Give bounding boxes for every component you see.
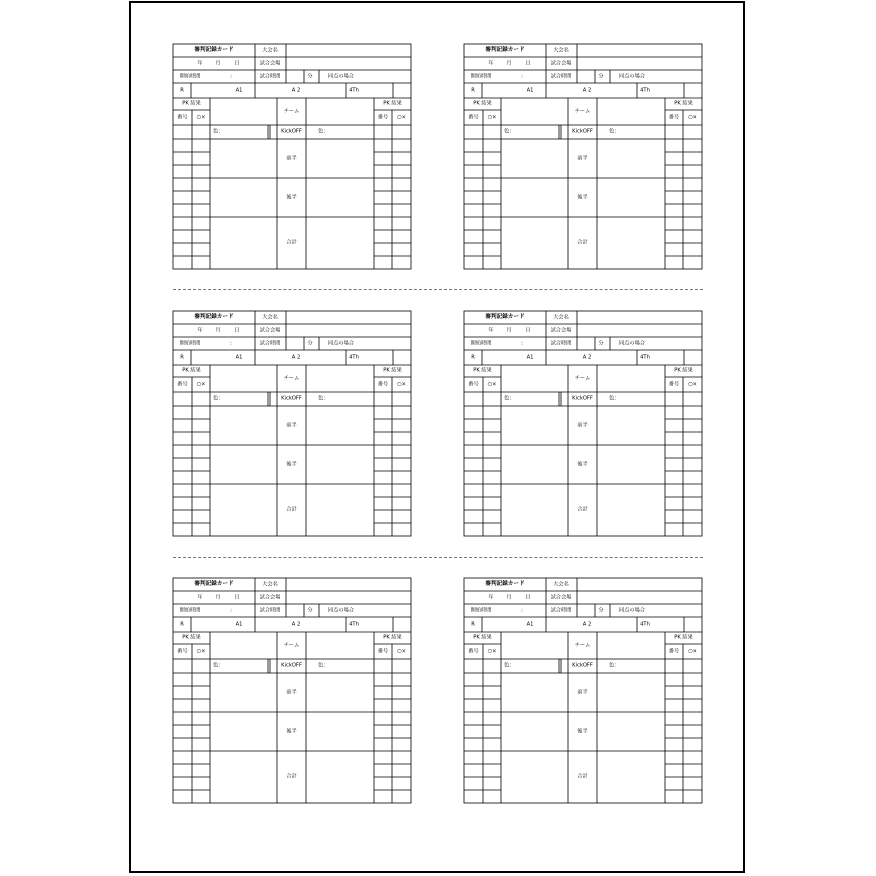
month-label: 月 [506,59,512,66]
minutes-label: 分 [307,72,313,79]
month-label: 月 [215,593,221,600]
minutes-label: 分 [598,72,604,79]
pk-result-left-label: PK 結果 [473,100,492,107]
referee-record-card-3 [173,311,411,537]
card-title: 審判記録カード [485,46,525,53]
day-label: 日 [234,326,240,333]
total-label: 合計 [577,773,588,780]
a1-label: A1 [526,353,534,360]
tie-case-label: 同点の場合 [619,72,645,79]
a2-label: A 2 [291,86,301,93]
day-label: 日 [234,59,240,66]
referee-record-card-2 [464,44,702,270]
start-time-colon: : [230,606,232,613]
first-half-label: 前半 [577,154,588,161]
team-label: チーム [283,374,300,381]
kickoff-label: KickOFF [281,128,302,135]
team-label: チーム [574,374,591,381]
color-left-label: 色： [504,662,515,669]
total-label: 合計 [286,239,297,246]
total-label: 合計 [286,506,297,513]
venue-label: 試合会場 [550,593,572,600]
pk-result-right-label: PK 結果 [674,367,693,374]
ox-left-label: ○× [487,380,497,387]
start-time-colon: : [230,339,232,346]
month-label: 月 [215,326,221,333]
color-left-label: 色： [504,395,515,402]
kickoff-label: KickOFF [572,128,593,135]
tournament-label: 大会名 [553,46,569,53]
ox-right-label: ○× [397,647,406,654]
year-label: 年 [197,59,203,66]
second-half-label: 後半 [286,460,297,467]
ox-right-label: ○× [688,113,697,120]
pk-result-right-label: PK 結果 [383,634,402,641]
fourth-official-label: 4Th [640,86,650,93]
day-label: 日 [525,59,531,66]
start-time-colon: : [230,72,232,79]
team-label: チーム [574,107,591,114]
first-half-label: 前半 [577,688,588,695]
card-title: 審判記録カード [194,580,234,587]
number-left-label: 番号 [177,380,188,387]
day-label: 日 [525,593,531,600]
pk-result-right-label: PK 結果 [383,367,402,374]
total-label: 合計 [286,773,297,780]
year-label: 年 [488,593,494,600]
team-label: チーム [574,641,591,648]
ox-right-label: ○× [688,647,697,654]
kickoff-label: KickOFF [572,395,593,402]
color-left-label: 色： [213,662,224,669]
color-right-label: 色： [318,662,329,669]
fourth-official-label: 4Th [349,620,359,627]
number-left-label: 番号 [468,380,479,387]
referee-label: R [180,620,184,627]
tournament-label: 大会名 [262,313,278,320]
referee-record-card-4 [464,311,702,537]
second-half-label: 後半 [577,727,588,734]
minutes-label: 分 [307,606,313,613]
color-left-label: 色： [213,395,224,402]
color-left-label: 色： [504,128,515,135]
team-label: チーム [283,107,300,114]
referee-label: R [471,353,475,360]
pk-result-right-label: PK 結果 [674,100,693,107]
referee-label: R [180,86,184,93]
tie-case-label: 同点の場合 [328,606,354,613]
a1-label: A1 [235,86,243,93]
day-label: 日 [525,326,531,333]
referee-record-card-1 [173,44,411,270]
number-right-label: 番号 [668,647,680,654]
tie-case-label: 同点の場合 [328,339,354,346]
venue-label: 試合会場 [259,326,281,333]
a2-label: A 2 [291,353,301,360]
referee-label: R [471,86,475,93]
second-half-label: 後半 [286,193,297,200]
pk-result-left-label: PK 結果 [182,634,201,641]
number-right-label: 番号 [668,113,680,120]
referee-record-card-6 [464,578,702,804]
color-left-label: 色： [213,128,224,135]
kickoff-label: KickOFF [572,662,593,669]
venue-label: 試合会場 [550,59,572,66]
start-time-label: 開始時間 [179,606,201,613]
venue-label: 試合会場 [550,326,572,333]
ox-left-label: ○× [487,647,497,654]
pk-result-left-label: PK 結果 [473,367,492,374]
tournament-label: 大会名 [262,46,278,53]
first-half-label: 前半 [286,154,297,161]
color-right-label: 色： [609,128,620,135]
second-half-label: 後半 [577,460,588,467]
match-time-label: 試合時間 [550,72,572,79]
fourth-official-label: 4Th [349,353,359,360]
year-label: 年 [197,326,203,333]
pk-result-right-label: PK 結果 [383,100,402,107]
year-label: 年 [197,593,203,600]
number-right-label: 番号 [377,647,389,654]
start-time-label: 開始時間 [179,339,201,346]
start-time-label: 開始時間 [470,339,492,346]
a1-label: A1 [526,86,534,93]
a2-label: A 2 [582,353,592,360]
match-time-label: 試合時間 [259,339,281,346]
first-half-label: 前半 [286,421,297,428]
venue-label: 試合会場 [259,593,281,600]
a1-label: A1 [235,620,243,627]
pk-result-right-label: PK 結果 [674,634,693,641]
ox-right-label: ○× [397,380,406,387]
minutes-label: 分 [307,339,313,346]
referee-label: R [471,620,475,627]
start-time-colon: : [521,72,523,79]
referee-label: R [180,353,184,360]
color-right-label: 色： [318,128,329,135]
number-right-label: 番号 [377,113,389,120]
match-time-label: 試合時間 [550,339,572,346]
tie-case-label: 同点の場合 [328,72,354,79]
tie-case-label: 同点の場合 [619,606,645,613]
minutes-label: 分 [598,339,604,346]
a2-label: A 2 [291,620,301,627]
number-right-label: 番号 [668,380,680,387]
a1-label: A1 [526,620,534,627]
a2-label: A 2 [582,620,592,627]
match-time-label: 試合時間 [259,72,281,79]
pk-result-left-label: PK 結果 [473,634,492,641]
fourth-official-label: 4Th [640,620,650,627]
tournament-label: 大会名 [553,313,569,320]
day-label: 日 [234,593,240,600]
color-right-label: 色： [318,395,329,402]
a2-label: A 2 [582,86,592,93]
match-time-label: 試合時間 [550,606,572,613]
pk-result-left-label: PK 結果 [182,367,201,374]
second-half-label: 後半 [577,193,588,200]
ox-left-label: ○× [196,113,206,120]
year-label: 年 [488,59,494,66]
tournament-label: 大会名 [262,580,278,587]
ox-right-label: ○× [397,113,406,120]
month-label: 月 [506,326,512,333]
ox-left-label: ○× [196,380,206,387]
total-label: 合計 [577,239,588,246]
card-title: 審判記録カード [485,580,525,587]
number-left-label: 番号 [468,113,479,120]
color-right-label: 色： [609,662,620,669]
cut-line [173,557,703,558]
venue-label: 試合会場 [259,59,281,66]
team-label: チーム [283,641,300,648]
month-label: 月 [215,59,221,66]
referee-record-card-5 [173,578,411,804]
start-time-label: 開始時間 [179,72,201,79]
start-time-colon: : [521,339,523,346]
a1-label: A1 [235,353,243,360]
number-left-label: 番号 [468,647,479,654]
kickoff-label: KickOFF [281,662,302,669]
color-right-label: 色： [609,395,620,402]
ox-right-label: ○× [688,380,697,387]
match-time-label: 試合時間 [259,606,281,613]
month-label: 月 [506,593,512,600]
first-half-label: 前半 [286,688,297,695]
ox-left-label: ○× [196,647,206,654]
card-title: 審判記録カード [485,313,525,320]
start-time-label: 開始時間 [470,606,492,613]
total-label: 合計 [577,506,588,513]
number-right-label: 番号 [377,380,389,387]
tie-case-label: 同点の場合 [619,339,645,346]
second-half-label: 後半 [286,727,297,734]
start-time-label: 開始時間 [470,72,492,79]
start-time-colon: : [521,606,523,613]
first-half-label: 前半 [577,421,588,428]
year-label: 年 [488,326,494,333]
fourth-official-label: 4Th [640,353,650,360]
pk-result-left-label: PK 結果 [182,100,201,107]
card-title: 審判記録カード [194,313,234,320]
fourth-official-label: 4Th [349,86,359,93]
number-left-label: 番号 [177,113,188,120]
card-title: 審判記録カード [194,46,234,53]
minutes-label: 分 [598,606,604,613]
cut-line [173,289,703,290]
kickoff-label: KickOFF [281,395,302,402]
number-left-label: 番号 [177,647,188,654]
ox-left-label: ○× [487,113,497,120]
tournament-label: 大会名 [553,580,569,587]
